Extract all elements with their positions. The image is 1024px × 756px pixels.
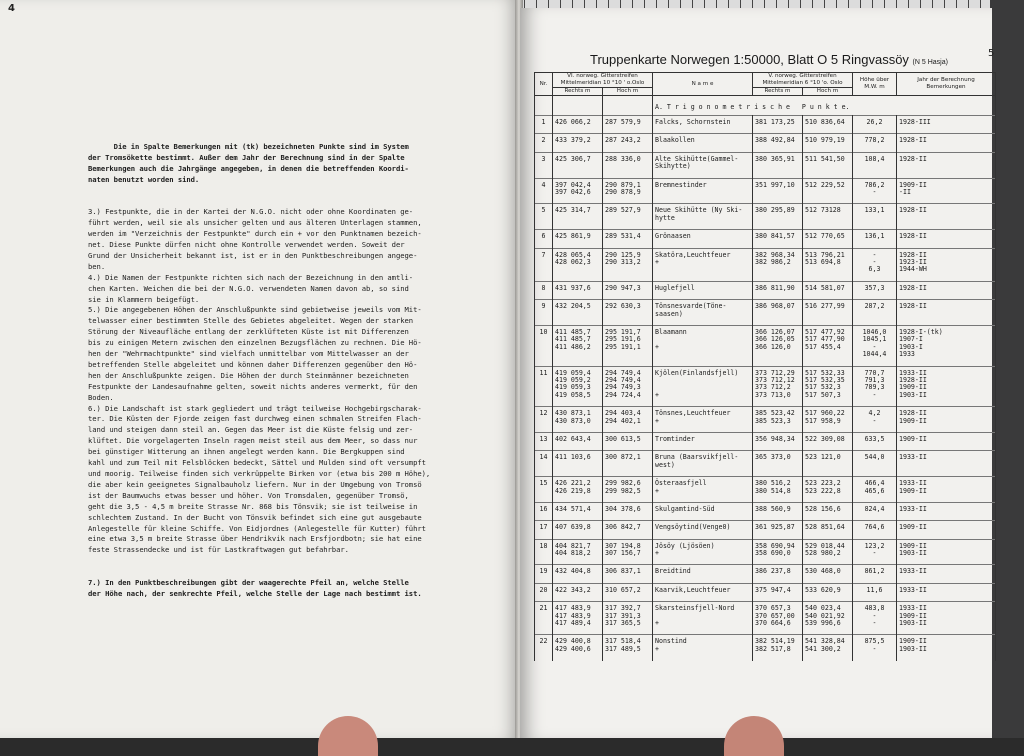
row-rechts-v: 358 690,94 358 690,0	[753, 539, 803, 565]
row-hoch-vi: 300 613,5	[603, 432, 653, 450]
row-hoch-vi: 306 842,7	[603, 521, 653, 539]
table-row	[535, 281, 996, 299]
row-nr: 10	[535, 325, 553, 366]
row-year: 1933-II	[897, 583, 996, 601]
table-row	[535, 477, 996, 503]
table-row	[535, 521, 996, 539]
sheet-title-text: Truppenkarte Norwegen 1:50000, Blatt O 5 Ringvassöy	[590, 52, 909, 67]
row-year: 1928-II	[897, 230, 996, 248]
row-rechts-vi: 428 065,4 428 062,3	[553, 248, 603, 281]
row-year: 1933-II 1909-II	[897, 477, 996, 503]
row-rechts-vi: 425 306,7	[553, 152, 603, 178]
row-hoch-v: 540 023,4 540 021,92 539 996,6	[803, 602, 853, 635]
row-hoch-vi: 306 837,1	[603, 565, 653, 583]
sheet-title-sub: (N 5 Hasja)	[912, 59, 948, 66]
row-nr: 20	[535, 583, 553, 601]
left-page	[0, 0, 518, 738]
row-hoch-v: 510 979,19	[803, 134, 853, 152]
row-rechts-vi: 407 639,8	[553, 521, 603, 539]
row-hoch-v: 512 229,52	[803, 178, 853, 204]
row-hoch-v: 513 796,21 513 694,8	[803, 248, 853, 281]
row-name: Bremnestinder	[653, 178, 753, 204]
row-height: 633,5	[853, 432, 897, 450]
row-height: 544,0	[853, 451, 897, 477]
row-hoch-v: 512 73128	[803, 204, 853, 230]
row-nr: 9	[535, 300, 553, 326]
row-height: 357,3	[853, 281, 897, 299]
fixed-points-register	[534, 72, 996, 661]
row-height: 764,6	[853, 521, 897, 539]
table-row	[535, 230, 996, 248]
row-hoch-v: 528 156,6	[803, 502, 853, 520]
row-hoch-v: 517 532,33 517 532,35 517 532,3 517 507,3	[803, 366, 853, 407]
row-year: 1933-II 1909-II 1903-II	[897, 602, 996, 635]
row-rechts-v: 382 968,34 382 986,2	[753, 248, 803, 281]
note-paragraph-intro: Die in Spalte Bemerkungen mit (tk) bezeichneten Punkte sind im System der Tromsökette bestimmt. Außer dem Jahr der Berechnung sind in der Spalte Bemerkungen auch die Jahrgänge angegeben, in denen die betreffenden Koordi- naten benutzt worden sind.	[88, 141, 409, 184]
row-name: Kaarvik,Leuchtfeuer	[653, 583, 753, 601]
row-rechts-vi: 422 343,2	[553, 583, 603, 601]
row-hoch-vi: 300 872,1	[603, 451, 653, 477]
row-name: Blaamann +	[653, 325, 753, 366]
row-name: Breidtind	[653, 565, 753, 583]
row-rechts-v: 356 948,34	[753, 432, 803, 450]
header-rechts-v: Rechts m	[753, 88, 803, 96]
table-row	[535, 432, 996, 450]
row-height: 824,4	[853, 502, 897, 520]
row-year: 1928-II 1923-II 1944-WH	[897, 248, 996, 281]
row-year: 1928-II 1909-II	[897, 407, 996, 433]
row-year: 1909-II	[897, 432, 996, 450]
row-rechts-vi: 402 643,4	[553, 432, 603, 450]
row-rechts-vi: 426 221,2 426 219,8	[553, 477, 603, 503]
row-hoch-vi: 287 579,9	[603, 116, 653, 134]
row-name: Skarsteinsfjell-Nord +	[653, 602, 753, 635]
row-rechts-v: 373 712,29 373 712,12 373 712,2 373 713,0	[753, 366, 803, 407]
row-rechts-vi: 411 485,7 411 485,7 411 486,2	[553, 325, 603, 366]
header-name: N a m e	[653, 73, 753, 96]
row-rechts-vi: 417 483,9 417 483,9 417 489,4	[553, 602, 603, 635]
row-height: - - 6,3	[853, 248, 897, 281]
row-year: 1928-II	[897, 204, 996, 230]
row-rechts-v: 380 295,89	[753, 204, 803, 230]
row-rechts-v: 381 173,25	[753, 116, 803, 134]
row-hoch-v: 516 277,99	[803, 300, 853, 326]
row-height: 778,2	[853, 134, 897, 152]
row-hoch-vi: 317 392,7 317 391,3 317 365,5	[603, 602, 653, 635]
row-rechts-vi: 430 873,1 430 873,0	[553, 407, 603, 433]
row-rechts-v: 375 947,4	[753, 583, 803, 601]
row-rechts-v: 380 516,2 380 514,8	[753, 477, 803, 503]
table-row	[535, 178, 996, 204]
header-row-1	[535, 73, 996, 88]
row-nr: 11	[535, 366, 553, 407]
table-row	[535, 134, 996, 152]
row-rechts-vi: 425 861,9	[553, 230, 603, 248]
table-row	[535, 502, 996, 520]
row-nr: 4	[535, 178, 553, 204]
table-row	[535, 325, 996, 366]
row-height: 786,2 -	[853, 178, 897, 204]
header-grid-v: V. norweg. Gitterstreifen Mittelmeridian 6 °10 'o. Oslo	[753, 73, 853, 88]
row-height: 875,5 -	[853, 635, 897, 661]
row-nr: 17	[535, 521, 553, 539]
row-hoch-v: 510 836,64	[803, 116, 853, 134]
header-height: Höhe über M.W. m	[853, 73, 897, 96]
row-hoch-vi: 292 630,3	[603, 300, 653, 326]
row-rechts-vi: 431 937,6	[553, 281, 603, 299]
row-rechts-v: 380 365,91	[753, 152, 803, 178]
row-rechts-v: 365 373,0	[753, 451, 803, 477]
row-height: 861,2	[853, 565, 897, 583]
row-name: Tönsnes,Leuchtfeuer +	[653, 407, 753, 433]
table-row	[535, 116, 996, 134]
row-rechts-vi: 419 059,4 419 059,2 419 059,3 419 058,5	[553, 366, 603, 407]
row-rechts-v: 380 841,57	[753, 230, 803, 248]
right-page-number: 5	[988, 48, 995, 59]
table-row	[535, 300, 996, 326]
table-row	[535, 565, 996, 583]
row-hoch-v: 512 770,65	[803, 230, 853, 248]
row-height: 123,2 -	[853, 539, 897, 565]
row-name: Falcks, Schornstein	[653, 116, 753, 134]
row-rechts-v: 366 126,07 366 126,05 366 126,0	[753, 325, 803, 366]
row-hoch-vi: 317 518,4 317 489,5	[603, 635, 653, 661]
row-year: 1928-II	[897, 300, 996, 326]
row-name: Tönsnesvarde(Töne- saasen)	[653, 300, 753, 326]
row-hoch-vi: 294 403,4 294 402,1	[603, 407, 653, 433]
row-hoch-vi: 290 125,9 290 313,2	[603, 248, 653, 281]
row-height: 11,6	[853, 583, 897, 601]
row-rechts-vi: 397 042,4 397 042,6	[553, 178, 603, 204]
left-page-number: 4	[8, 3, 15, 14]
row-year: 1909-II -II	[897, 178, 996, 204]
row-name: Blaakollen	[653, 134, 753, 152]
row-nr: 14	[535, 451, 553, 477]
row-hoch-v: 530 468,0	[803, 565, 853, 583]
row-name: Skatöra,Leuchtfeuer +	[653, 248, 753, 281]
table-row	[535, 602, 996, 635]
row-name: Bruna (Baarsvikfjell- west)	[653, 451, 753, 477]
row-rechts-v: 388 560,9	[753, 502, 803, 520]
row-hoch-vi: 287 243,2	[603, 134, 653, 152]
header-hoch-vi: Hoch m	[603, 88, 653, 96]
row-rechts-vi: 426 066,2	[553, 116, 603, 134]
row-hoch-v: 514 581,07	[803, 281, 853, 299]
row-rechts-vi: 433 379,2	[553, 134, 603, 152]
row-hoch-v: 523 223,2 523 222,8	[803, 477, 853, 503]
row-name: Vengsöytind(Venge0)	[653, 521, 753, 539]
row-year: 1933-II	[897, 565, 996, 583]
row-rechts-v: 385 523,42 385 523,3	[753, 407, 803, 433]
header-hoch-v: Hoch m	[803, 88, 853, 96]
row-year: 1909-II 1903-II	[897, 635, 996, 661]
row-hoch-v: 523 121,0	[803, 451, 853, 477]
row-name: Alte Skihütte(Gammel- Skihytte)	[653, 152, 753, 178]
row-year: 1928-II	[897, 134, 996, 152]
row-rechts-v: 386 811,90	[753, 281, 803, 299]
row-name: Huglefjell	[653, 281, 753, 299]
row-name: Tromtinder	[653, 432, 753, 450]
row-hoch-vi: 290 947,3	[603, 281, 653, 299]
row-hoch-v: 533 620,9	[803, 583, 853, 601]
table-row	[535, 539, 996, 565]
row-hoch-vi: 304 378,6	[603, 502, 653, 520]
row-nr: 8	[535, 281, 553, 299]
row-nr: 13	[535, 432, 553, 450]
row-year: 1909-II 1903-II	[897, 539, 996, 565]
row-height: 483,8 - -	[853, 602, 897, 635]
row-year: 1933-II	[897, 451, 996, 477]
row-hoch-vi: 299 982,6 299 982,5	[603, 477, 653, 503]
row-nr: 2	[535, 134, 553, 152]
row-hoch-vi: 307 194,8 307 156,7	[603, 539, 653, 565]
row-nr: 22	[535, 635, 553, 661]
row-height: 136,1	[853, 230, 897, 248]
row-nr: 5	[535, 204, 553, 230]
row-name: Neue Skihütte (Ny Ski- hytte	[653, 204, 753, 230]
row-nr: 18	[535, 539, 553, 565]
row-hoch-v: 528 851,64	[803, 521, 853, 539]
header-grid-vi: VI. norweg. Gitterstreifen Mittelmeridian 10 °10 ' o.Oslo	[553, 73, 653, 88]
row-year: 1928-II	[897, 152, 996, 178]
row-hoch-v: 541 328,84 541 300,2	[803, 635, 853, 661]
row-rechts-v: 370 657,3 370 657,00 370 664,6	[753, 602, 803, 635]
row-rechts-v: 388 492,84	[753, 134, 803, 152]
row-rechts-vi: 434 571,4	[553, 502, 603, 520]
row-nr: 15	[535, 477, 553, 503]
table-row	[535, 583, 996, 601]
row-name: Österaasfjell +	[653, 477, 753, 503]
header-rechts-vi: Rechts m	[553, 88, 603, 96]
row-height: 133,1	[853, 204, 897, 230]
row-year: 1928-II	[897, 281, 996, 299]
row-name: Jösöy (Ljösöen) +	[653, 539, 753, 565]
row-nr: 12	[535, 407, 553, 433]
row-name: Skulgamtind-Süd	[653, 502, 753, 520]
row-year: 1928-III	[897, 116, 996, 134]
table-row	[535, 366, 996, 407]
table-row	[535, 248, 996, 281]
section-row	[535, 96, 996, 116]
row-height: 108,4	[853, 152, 897, 178]
typewritten-notes	[88, 120, 468, 622]
row-rechts-v: 382 514,19 382 517,8	[753, 635, 803, 661]
row-height: 287,2	[853, 300, 897, 326]
row-year: 1909-II	[897, 521, 996, 539]
row-height: 466,4 465,6	[853, 477, 897, 503]
table-row	[535, 451, 996, 477]
row-nr: 6	[535, 230, 553, 248]
section-heading: A. T r i g o n o m e t r i s c h e P u n k t e.	[653, 96, 996, 116]
row-year: 1933-II	[897, 502, 996, 520]
row-hoch-vi: 310 657,2	[603, 583, 653, 601]
row-nr: 16	[535, 502, 553, 520]
row-name: Kjölen(Finlandsfjell) +	[653, 366, 753, 407]
row-hoch-v: 529 018,44 528 980,2	[803, 539, 853, 565]
row-height: 26,2	[853, 116, 897, 134]
note-paragraphs-3-6: 3.) Festpunkte, die in der Kartei der N.G.O. nicht oder ohne Koordinaten ge- führt werden, weil sie als unsicher gelten und aus älteren Unterlagen stammen, werden im "Verzeichnis der Festpunkte" durch ein + vor den Punktnamen bezeich- net. Diese Punkte dürfen nicht ohne Kontrolle verwendet werden. Soweit der Grund der Unsicherheit bekannt ist, ist er in den Punktbeschreibungen angege- ben. 4.) Die Namen der Festpunkte richten sich nach der Bezeichnung in den amtli- chen Karten. Weichen die bei der N.G.O. verwendeten Namen davon ab, so sind sie in Klammern beigefügt. 5.) Die angegebenen Höhen der Anschlußpunkte sind gebietweise jeweils vom Mit- telwasser einer bestimmten Stelle des Gebietes abgeleitet. Wegen der starken Störung der Niveaufläche entlang der zerklüfteten Küste ist mit Differenzen bis zu einigen Metern zwischen den einzelnen Bezugsflächen zu rechnen. Die Hö- hen der "Wehrmachtpunkte" sind vielfach unmittelbar vom Mittelwasser an der betreffenden Stelle abgeleitet und können daher Differenzen gegenüber den Hö- hen der Anschlußpunkte zeigen. Die Höhen der durch Steinmänner bezeichneten Festpunkte der Landesaufnahme gelten, soweit nichts anderes vermerkt, für den Boden. 6.) Die Landschaft ist stark gegliedert und trägt teilweise Hochgebirgscharak- ter. Die Küsten der Fjorde zeigen fast durchweg einen schmalen Streifen Flach- land und steigen dann steil an. Gegen das Meer ist die Küste felsig und zer- klüftet. Die vorgelagerten Inseln ragen meist steil aus dem Meer, so dass nur bei günstiger Witterung an ihnen angelegt werden kann. Die Bergkuppen sind kahl und zum Teil mit Felsblöcken bedeckt, Sättel und Mulden sind oft versumpft und moorig. Teilweise finden sich verkrüppelte Birken vor (etwa bis 200 m Höhe), die aber kein geeignetes Signalbauholz liefern. Nur in der Umgebung von Tromsö ist der Baumwuchs etwas besser und höher. Von Tromsdalen, gegenüber Tromsö, geht die 3,5 - 4,5 m breite Strasse Nr. 868 bis Tönsvik; sie ist teilweise in schlechtem Zustand. In der Bucht von Tönsvik befindet sich eine gut ausgebaute Anlegestelle für kleine Schiffe. Von Eidjordnes (Anlegestelle für Kutter) führt eine etwa 3,5 m breite Strasse über Hendrikvik nach Ersfjordbotn; sie hat eine feste Strassendecke und ist für Lastkraftwagen gut befahrbar.	[88, 207, 431, 555]
row-hoch-vi: 295 191,7 295 191,6 295 191,1	[603, 325, 653, 366]
table-row	[535, 204, 996, 230]
row-height: 1046,0 1045,1 - 1044,4	[853, 325, 897, 366]
row-nr: 3	[535, 152, 553, 178]
row-hoch-v: 517 960,22 517 958,9	[803, 407, 853, 433]
row-rechts-v: 386 968,07	[753, 300, 803, 326]
sheet-title	[590, 52, 948, 67]
row-nr: 21	[535, 602, 553, 635]
row-year: 1933-II 1928-II 1909-II 1903-II	[897, 366, 996, 407]
row-rechts-v: 361 925,87	[753, 521, 803, 539]
row-hoch-vi: 294 749,4 294 749,4 294 749,3 294 724,4	[603, 366, 653, 407]
row-name: Nonstind +	[653, 635, 753, 661]
row-hoch-v: 511 541,50	[803, 152, 853, 178]
row-nr: 19	[535, 565, 553, 583]
row-hoch-vi: 289 531,4	[603, 230, 653, 248]
row-height: 4,2 -	[853, 407, 897, 433]
row-hoch-v: 517 477,92 517 477,90 517 455,4	[803, 325, 853, 366]
table-row	[535, 152, 996, 178]
row-rechts-v: 386 237,8	[753, 565, 803, 583]
row-height: 770,7 791,3 789,3 -	[853, 366, 897, 407]
row-year: 1928-I-(tk) 1907-I 1903-I 1933	[897, 325, 996, 366]
row-rechts-vi: 425 314,7	[553, 204, 603, 230]
row-hoch-vi: 288 336,0	[603, 152, 653, 178]
row-hoch-vi: 290 879,1 290 878,9	[603, 178, 653, 204]
table-row	[535, 407, 996, 433]
row-hoch-v: 522 309,08	[803, 432, 853, 450]
row-rechts-vi: 432 204,5	[553, 300, 603, 326]
row-rechts-vi: 432 404,8	[553, 565, 603, 583]
row-name: Grönaasen	[653, 230, 753, 248]
row-rechts-vi: 411 103,6	[553, 451, 603, 477]
row-rechts-vi: 429 400,8 429 400,6	[553, 635, 603, 661]
header-nr: Nr.	[535, 73, 553, 96]
row-rechts-v: 351 997,10	[753, 178, 803, 204]
row-nr: 7	[535, 248, 553, 281]
header-year: Jahr der Berechnung Bemerkungen	[897, 73, 996, 96]
row-nr: 1	[535, 116, 553, 134]
table-row	[535, 635, 996, 661]
row-rechts-vi: 404 821,7 404 818,2	[553, 539, 603, 565]
note-paragraph-7: 7.) In den Punktbeschreibungen gibt der waagerechte Pfeil an, welche Stelle der Höhe nach, der senkrechte Pfeil, welche Stelle der Lage nach bestimmt ist.	[88, 578, 422, 598]
row-hoch-vi: 289 527,9	[603, 204, 653, 230]
